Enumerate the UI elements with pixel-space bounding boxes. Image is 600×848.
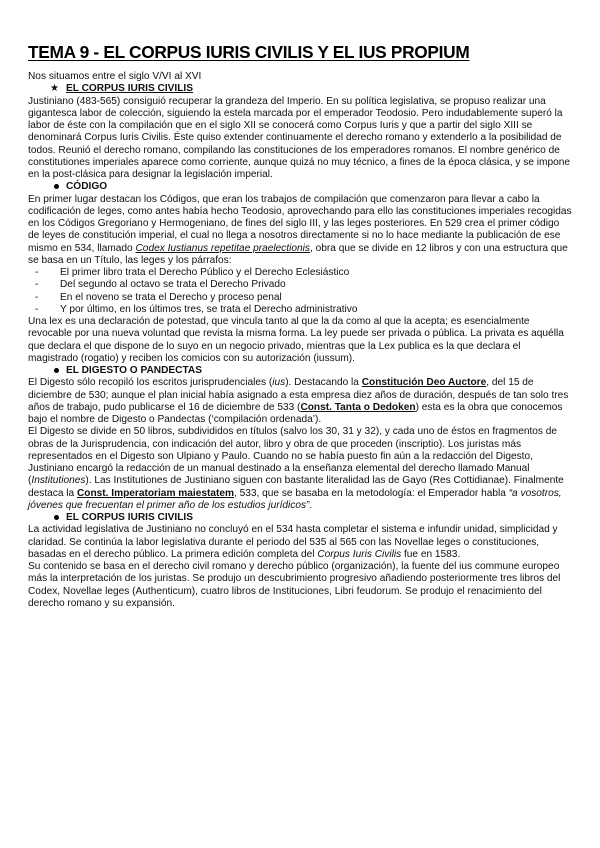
text-run: El Digesto se divide en 50 libros, subdivididos en títulos (salvo los 30, 31 y 32), y cada uno de éstos en fragmentos de obras de la Jurisprudencia, con indicación del autor, libro y obra de que proceden (inscriptio). Los juristas más representados en el Digesto son Ulpiano y Paulo. Cuando no se había puesto fin aún a la redacción del Digesto, Justiniano encargó la redacción de un manual destinado a la enseñanza elemental del derecho llamado Manual ( (28, 426, 558, 487)
text-run-italic: ius (272, 377, 286, 389)
list-item: - En el noveno se trata el Derecho y proceso penal (35, 292, 572, 304)
codigo-paragraph-2: Una lex es una declaración de potestad, que vincula tanto al que la da como al que la acepta; es esencialmente revocable por una nueva voluntad que revista la misma forma. La ley puede ser privada o pública. La privata es aquélla que declara el que dispone de lo suyo en un negocio privado, mientras que la Lex publica es la que declara el magistrado (rogatio) y reciben los comicios con su autorización (iussum). (28, 316, 564, 364)
section-heading-corpus-1-label: EL CORPUS IURIS CIVILIS (66, 83, 193, 95)
text-run: La actividad legislativa de Justiniano no concluyó en el 534 hasta completar el sistema e infundir unidad, simplicidad y claridad. Se continúa la labor legislativa durante el periodo del 535 al 565 con las Novellae leges o constituciones, basadas en el derecho público. La primera edición completa del (28, 524, 558, 560)
intro-text: Nos situamos entre el siglo V/VI al XVI (28, 71, 202, 82)
section-heading-codigo-label: CÓDIGO (66, 181, 108, 193)
text-run-italic: Corpus Iuris Civilis (317, 548, 402, 560)
corpus2-paragraph-2: Su contenido se basa en el derecho civil romano y derecho público (organización), la fuente del ius commune europeo más la interpretación de los juristas. Se produjo un descubrimiento progresivo añadiendo posteriormente tres libros del Codex, Novellae leges (Authenticum), cuatro libros de Instituciones, Libri feudorum. Se produjo el renacimiento del derecho romano y su expansión. (28, 561, 561, 609)
list-item: - Y por último, en los últimos tres, se trata el Derecho administrativo (35, 304, 572, 316)
section-heading-codigo (28, 181, 572, 193)
digesto-paragraph-2 (28, 426, 572, 512)
text-run: , 533, que se basaba en la metodología: el Emperador habla (233, 487, 509, 499)
corpus2-paragraph-1 (28, 524, 572, 561)
corpus-paragraph: Justiniano (483-565) consiguió recuperar la grandeza del Imperio. En su política legislativa, se propuso realizar una gigantesca labor de colección, siguiendo la estela marcada por el emperador Teodosio. Pero indudablemente superó la labor de éste con la compilación que en el siglo XII se conocerá como Corpus Iuris y que a partir del siglo XIII se denominará Corpus Iuris Civilis. Éste quiso extender continuamente el derecho romano y extenderlo a la posibilidad de todos. Reunió el derecho romano, compilando las constituciones de los emperadores romanos. El nombre genérico de constitutiones imperiales aparece como corriente, aunque quizá no muy técnico, a fines de la época clásica, y se impone en la post-clásica para designar la legislación imperial. (28, 95, 570, 180)
text-run: , obra que se divide en 12 libros y con una estructura que se basa en un Título, las leges y los párrafos: (28, 242, 568, 266)
text-run: ). Destacando la (285, 377, 362, 389)
emperor-quote: “a vosotros, jóvenes que frecuentan el primer año de los estudios jurídicos” (28, 487, 562, 511)
const-imperatoriam: Const. Imperatoriam maiestatem (76, 487, 234, 499)
text-run: ). Las Institutiones de Justiniano siguen con bastante literalidad las de Gayo (Res Cottidianae). Finalmente destaca la (28, 475, 564, 499)
bullet-dot-icon (54, 368, 59, 373)
text-run: . (309, 499, 313, 511)
section-heading-corpus-2 (28, 512, 572, 524)
bullet-dot-icon (54, 515, 59, 520)
text-run: El Digesto sólo recopiló los escritos jurisprudenciales ( (28, 377, 273, 389)
section-heading-corpus-1 (28, 83, 572, 95)
text-run: En primer lugar destacan los Códigos, que eran los trabajos de compilación que comenzaron para llevar a cabo la codificación de leges, como antes había hecho Teodosio, aprovechando para ello las constituciones imperiales recogidas en los Códigos Gregoriano y Hermogeniano, de fines del siglo III, y las leges posteriores. En 529 crea el primer código de leyes de constitución imperial, el cual no llega a nosotros directamente si no lo hace mediante la publicación de ese mismo en 534, llamado (28, 193, 572, 254)
codigo-book-list (28, 267, 572, 316)
list-item: - Del segundo al octavo se trata el Derecho Privado (35, 279, 572, 291)
page-title: TEMA 9 - EL CORPUS IURIS CIVILIS Y EL IUS PROPIUM (28, 42, 470, 62)
star-bullet-icon: ★ (50, 83, 59, 95)
text-run: fue en 1583. (401, 548, 461, 560)
digesto-paragraph-1 (28, 377, 572, 426)
codigo-paragraph-1 (28, 194, 572, 268)
bullet-dot-icon (54, 184, 59, 189)
const-deo-auctore: Constitución Deo Auctore (361, 377, 487, 389)
text-run: ) esta es la obra que conocemos bajo el nombre de Digesto o Pandectas (‘compilación ordenada’). (28, 401, 563, 425)
section-heading-digesto-label: EL DIGESTO O PANDECTAS (66, 365, 202, 376)
codex-title: Codex Iustianus repetitae praelectionis (135, 242, 310, 254)
text-run-italic: Institutiones (31, 475, 86, 487)
section-heading-digesto (28, 365, 572, 377)
section-heading-corpus-2-label: EL CORPUS IURIS CIVILIS (66, 512, 193, 523)
text-run: , del 15 de diciembre de 530; aunque el plan inicial había asignado a esta empresa diez años de duración, después de tan solo tres años de trabajo, pudo publicarse el 16 de diciembre de 533 ( (28, 377, 569, 413)
const-tanta: Const. Tanta o Dedoken (300, 401, 416, 413)
list-item: - El primer libro trata el Derecho Público y el Derecho Eclesiástico (35, 267, 572, 279)
